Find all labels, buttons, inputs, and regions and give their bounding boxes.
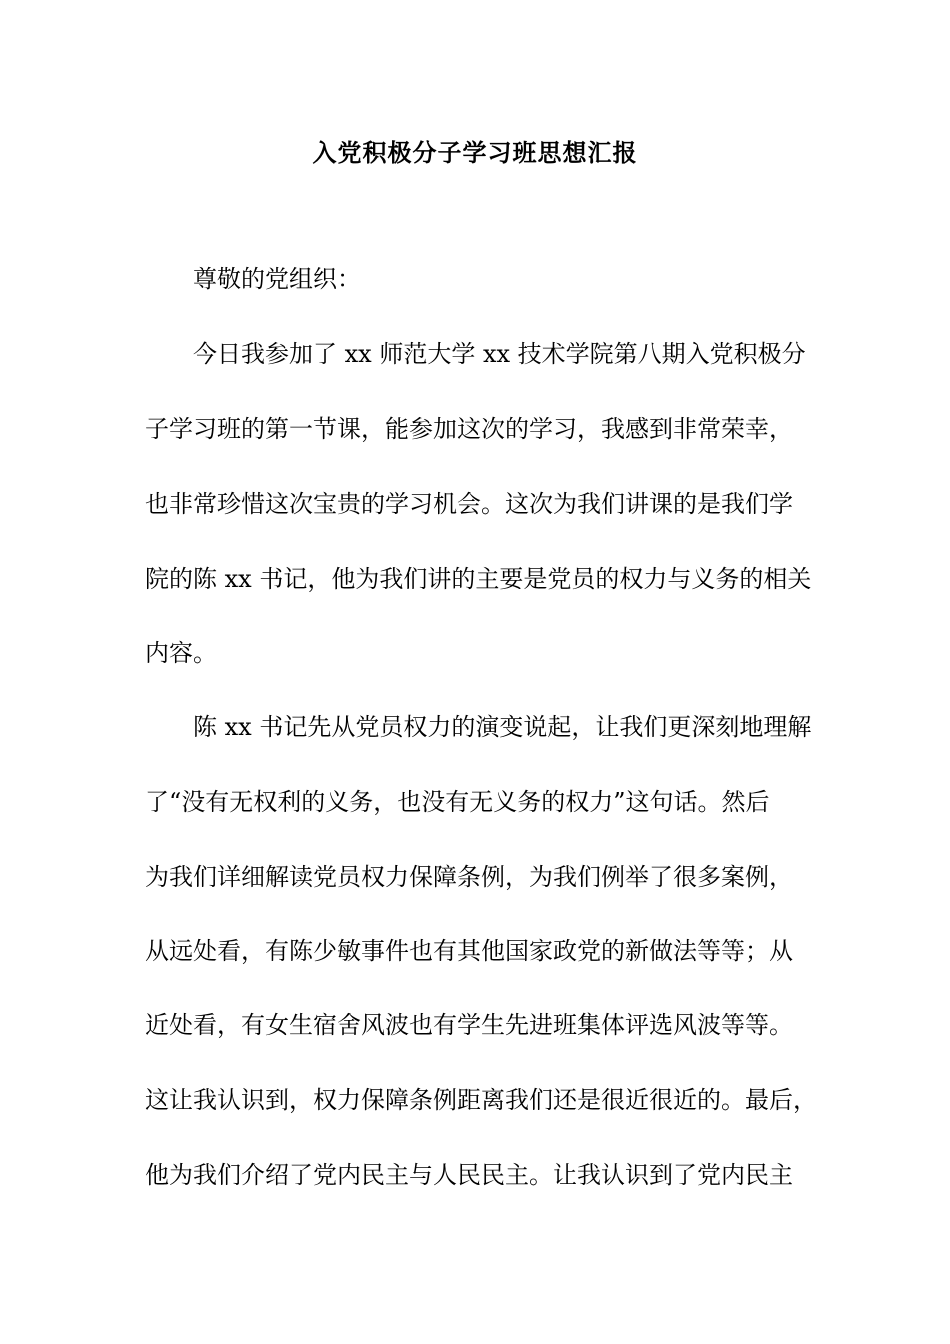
paragraph-line: 这让我认识到，权力保障条例距离我们还是很近很近的。最后，	[145, 1086, 817, 1114]
paragraph-line: 院的陈 xx 书记，他为我们讲的主要是党员的权力与义务的相关	[145, 565, 812, 593]
paragraph-line: 了“没有无权利的义务，也没有无义务的权力”这句话。然后	[145, 788, 770, 816]
paragraph-line: 内容。	[145, 639, 217, 667]
paragraph-line: 为我们详细解读党员权力保障条例，为我们例举了很多案例，	[145, 863, 793, 891]
paragraph-line: 他为我们介绍了党内民主与人民民主。让我认识到了党内民主	[145, 1161, 793, 1189]
paragraph-line: 近处看，有女生宿舍风波也有学生先进班集体评选风波等等。	[145, 1011, 793, 1039]
paragraph-line: 今日我参加了 xx 师范大学 xx 技术学院第八期入党积极分	[193, 340, 806, 368]
paragraph-line: 陈 xx 书记先从党员权力的演变说起，让我们更深刻地理解	[193, 713, 812, 741]
paragraph-line: 子学习班的第一节课，能参加这次的学习，我感到非常荣幸，	[145, 415, 793, 443]
salutation: 尊敬的党组织：	[193, 265, 361, 293]
paragraph-line: 从远处看，有陈少敏事件也有其他国家政党的新做法等等；从	[145, 937, 793, 965]
paragraph-line: 也非常珍惜这次宝贵的学习机会。这次为我们讲课的是我们学	[145, 490, 793, 518]
document-title: 入党积极分子学习班思想汇报	[312, 138, 638, 167]
